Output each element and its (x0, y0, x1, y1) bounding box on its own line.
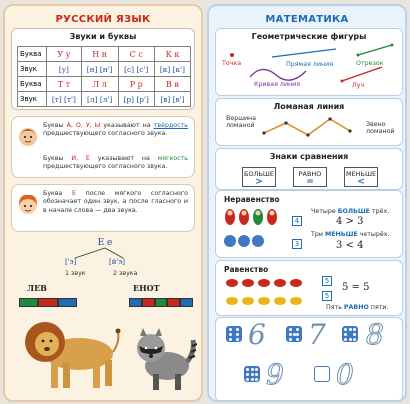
red-candies (226, 279, 302, 287)
enot-sound-scheme (129, 298, 193, 307)
dice-seven-icon (286, 326, 302, 342)
table-cell: [н] [н'] (81, 62, 118, 77)
sign-greater: БОЛЬШЕ > (242, 167, 276, 187)
comparison-signs-box (215, 148, 403, 190)
table-cell: [р] [р'] (118, 92, 154, 107)
sounds-letters-box (11, 28, 195, 110)
digit-6: 6 (248, 318, 266, 351)
word-lev: ЛЕВ (27, 283, 47, 293)
five-equals-five: Пять РАВНО пяти. (326, 304, 389, 311)
table-cell: С с (118, 47, 154, 62)
count-box-five-b: 5 (322, 291, 332, 301)
equality-box (215, 260, 403, 316)
expr-five-equal-five: 5 = 5 (342, 282, 370, 293)
table-cell: К к (154, 47, 190, 62)
lev-sound-scheme (19, 298, 77, 307)
russian-panel (3, 4, 203, 402)
boy-icon (16, 124, 40, 148)
ray-label: Луч (352, 82, 365, 89)
softness-text: Буквы И, Е указывают на мягкость предшествующего согласного звука. (43, 155, 188, 171)
digit-7: 7 (308, 318, 326, 351)
curve-label: Кривая линия (254, 81, 301, 88)
hardness-softness-note (11, 116, 195, 178)
letters-sounds-table (17, 46, 191, 107)
polyline-box (215, 98, 403, 146)
curve-shape (250, 69, 306, 80)
digit-0: 0 (336, 358, 354, 391)
table-cell: [в] [в'] (154, 92, 190, 107)
segment-label: Отрезок (356, 60, 384, 67)
table-cell: Т т (47, 77, 82, 92)
letter-e-note (11, 184, 195, 232)
matryoshka-dolls (225, 209, 277, 225)
two-sounds-caption: 2 звука (113, 270, 138, 277)
equality-title: Равенство (224, 265, 269, 274)
math-panel (207, 4, 407, 402)
one-sound-caption: 1 звук (65, 270, 86, 277)
row-header: Звук (18, 92, 47, 107)
polyline-title: Ломаная линия (273, 102, 345, 111)
two-sounds-transcription: [й'э] (109, 258, 125, 266)
branch-lines (65, 247, 145, 259)
sign-equal: РАВНО = (293, 167, 327, 187)
math-title: МАТЕМАТИКА (265, 14, 349, 25)
russian-title: РУССКИЙ ЯЗЫК (55, 14, 151, 25)
dice-eight-icon (342, 326, 358, 342)
inequality-title: Неравенство (224, 195, 280, 204)
letter-e-label: Е е (97, 238, 113, 248)
count-box-three: 3 (292, 239, 302, 249)
count-box-five-a: 5 (322, 276, 332, 286)
polyline-vertex-label: Вершина ломаной (226, 115, 257, 129)
table-cell: [с] [с'] (118, 62, 154, 77)
letter-e-text: Буква Е после мягкого согласного обозначает один звук, а после гласного и в начале слова — два звука. (43, 190, 188, 214)
three-less-than-four: Три МЕНЬШЕ четырёх. (311, 231, 390, 238)
table-cell: У у (47, 47, 82, 62)
row-header: Звук (18, 62, 47, 77)
point-label: Точка (222, 60, 242, 67)
table-row (18, 92, 191, 107)
table-cell: Р р (118, 77, 154, 92)
expr-three-less-four: 3 < 4 (336, 240, 364, 251)
table-cell: [к] [к'] (154, 62, 190, 77)
line-label: Прямая линия (286, 61, 334, 68)
comparison-title: Знаки сравнения (269, 152, 349, 161)
dice-six-icon (226, 326, 242, 342)
table-cell: Н н (81, 47, 118, 62)
digits-box (215, 317, 403, 402)
digit-8: 8 (366, 318, 384, 351)
yellow-candies (226, 297, 302, 305)
lion-illustration (21, 312, 121, 394)
row-header: Буква (18, 47, 47, 62)
geometric-shapes-box (215, 28, 403, 96)
table-cell: В в (154, 77, 190, 92)
table-cell: Л л (81, 77, 118, 92)
table-row (18, 47, 191, 62)
segment-shape (358, 45, 392, 55)
straight-line-shape (272, 49, 336, 57)
hardness-text: Буквы А, О, У, Ы указывают на твёрдость предшествующего согласного звука. (43, 122, 188, 138)
four-more-than-three: Четыре БОЛЬШЕ трёх. (311, 208, 390, 215)
inequality-box (215, 190, 403, 258)
geometric-shapes-drawing (216, 41, 404, 95)
polyline-link-label: Звено ломаной (366, 121, 395, 135)
dice-zero-icon (314, 366, 330, 382)
row-header: Буква (18, 77, 47, 92)
digit-9: 9 (266, 358, 284, 391)
sounds-title: Звуки и буквы (69, 32, 137, 41)
table-cell: [т] [т'] (47, 92, 82, 107)
letter-e-diagram (65, 238, 145, 282)
geo-title: Геометрические фигуры (251, 32, 367, 41)
expr-four-greater-three: 4 > 3 (336, 216, 364, 227)
equality-objects (222, 275, 312, 311)
word-enot: ЕНОТ (133, 283, 160, 293)
table-cell: [у] (47, 62, 82, 77)
girl-icon (16, 192, 40, 216)
table-cell: [л] [л'] (81, 92, 118, 107)
table-row (18, 62, 191, 77)
count-box-four: 4 (292, 216, 302, 226)
sign-less: МЕНЬШЕ < (344, 167, 378, 187)
point-shape (230, 53, 234, 57)
dice-nine-icon (244, 366, 260, 382)
one-sound-transcription: ['э] (65, 258, 77, 266)
raccoon-illustration (131, 322, 197, 394)
inequality-objects (222, 205, 292, 253)
ray-shape (342, 67, 382, 81)
table-row (18, 77, 191, 92)
blue-balls (224, 235, 264, 247)
